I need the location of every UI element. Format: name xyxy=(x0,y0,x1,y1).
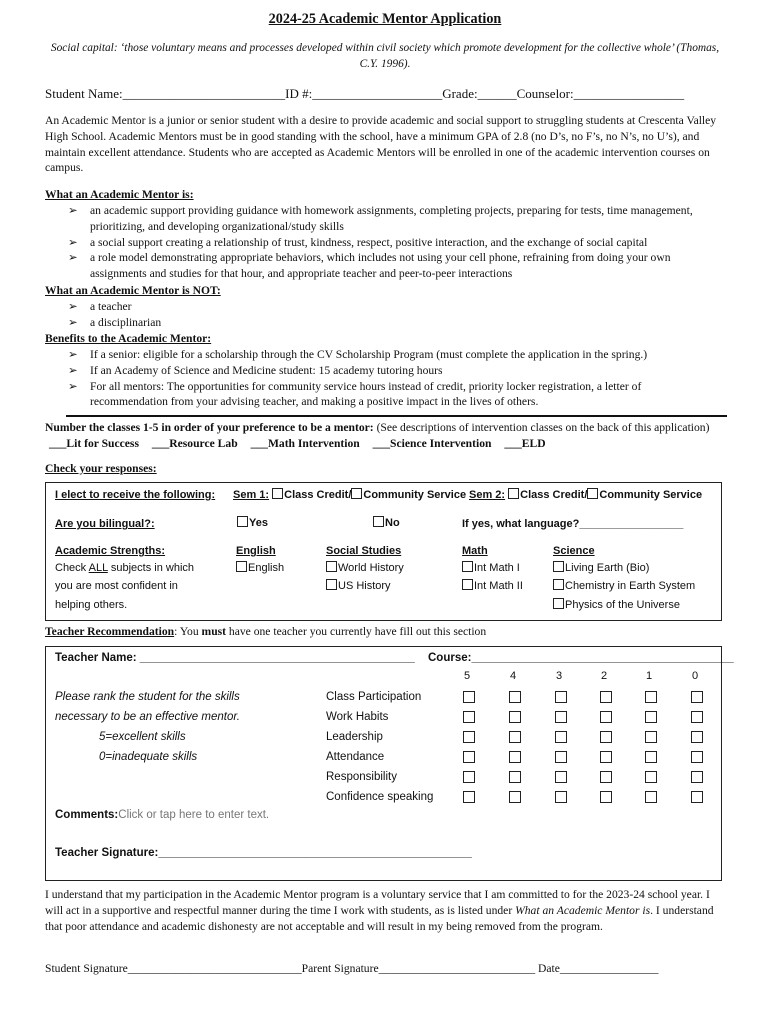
arrow-bullet-icon: ➢ xyxy=(68,315,78,329)
rating-checkbox[interactable] xyxy=(555,711,567,723)
rating-checkbox[interactable] xyxy=(645,751,657,763)
sem2-class-credit-checkbox[interactable] xyxy=(508,488,519,499)
list-item: ➢ a social support creating a relationship of trust, kindness, respect, positive interaction, and the exchange of social capital xyxy=(68,235,648,249)
scale-label: 5 xyxy=(464,670,471,682)
what-is-heading: What an Academic Mentor is: xyxy=(45,188,194,201)
checkbox[interactable] xyxy=(462,579,473,590)
strengths-desc: Check ALL subjects in which xyxy=(55,562,195,574)
rating-checkbox[interactable] xyxy=(463,731,475,743)
skill-label: Attendance xyxy=(326,751,385,763)
checkbox[interactable] xyxy=(553,561,564,572)
arrow-bullet-icon: ➢ xyxy=(68,363,78,377)
number-classes: Number the classes 1-5 in order of your preference to be a mentor: (See descriptions of intervention classes on the back of this application) ___Lit for Success ___Resource Lab ___Math Intervention ___Science Intervention ___ELD xyxy=(45,421,710,450)
scale-label: 2 xyxy=(601,670,608,682)
rating-checkbox[interactable] xyxy=(509,731,521,743)
what-is-list xyxy=(68,203,724,282)
class-option[interactable]: ___ELD xyxy=(504,436,546,450)
rating-checkbox[interactable] xyxy=(645,711,657,723)
list-item: ➢ an academic support providing guidance with homework assignments, completing projects, preparing for tests, time management, prioritizing, and developing organizational/study skills xyxy=(68,204,693,233)
english-option[interactable]: English xyxy=(236,561,284,575)
signature-line[interactable]: Student Signature______________________________Parent Signature___________________________ Date_________________ xyxy=(45,962,659,975)
rating-checkbox[interactable] xyxy=(645,771,657,783)
rating-checkbox[interactable] xyxy=(691,711,703,723)
rating-checkbox[interactable] xyxy=(463,771,475,783)
checkbox[interactable] xyxy=(373,516,384,527)
scale-note: 0=inadequate skills xyxy=(99,751,198,763)
page-title: 2024-25 Academic Mentor Application xyxy=(268,11,502,27)
arrow-bullet-icon: ➢ xyxy=(68,379,78,393)
science-heading: Science xyxy=(553,545,595,557)
sem1-options: Sem 1: Class Credit/ Community Service xyxy=(233,489,467,501)
rating-checkbox[interactable] xyxy=(691,691,703,703)
class-option[interactable]: ___Science Intervention xyxy=(372,436,492,450)
intro-paragraph: An Academic Mentor is a junior or senior student with a desire to provide academic and social support to struggling students at Crescenta Valley High School. Academic Mentors must be in good standing with the school, have a minimum GPA of 2.8 (no D’s, no F’s, no N’s, no U’s), and maintain excellent attendance. Students who are accepted as Academic Mentors will be enrolled in one of the academic intervention courses on campus. xyxy=(45,114,717,175)
math-heading: Math xyxy=(462,545,488,557)
check-responses-heading: Check your responses: xyxy=(45,462,157,475)
rating-checkbox[interactable] xyxy=(463,751,475,763)
checkbox[interactable] xyxy=(462,561,473,572)
rating-checkbox[interactable] xyxy=(691,771,703,783)
rating-checkbox[interactable] xyxy=(600,691,612,703)
teacher-signature-field[interactable]: Teacher Signature:_________________________________________________ xyxy=(55,847,472,859)
skill-label: Work Habits xyxy=(326,711,389,723)
teacher-name-field[interactable]: Teacher Name: ___________________________________________ xyxy=(55,652,415,664)
social-option[interactable]: US History xyxy=(326,579,391,593)
rating-checkbox[interactable] xyxy=(555,691,567,703)
rating-checkbox[interactable] xyxy=(509,751,521,763)
skill-label: Leadership xyxy=(326,731,383,743)
sem2-options: Sem 2: Class Credit/ Community Service xyxy=(469,489,703,501)
arrow-bullet-icon: ➢ xyxy=(68,251,78,265)
rating-checkbox[interactable] xyxy=(645,791,657,803)
social-studies-heading: Social Studies xyxy=(326,545,402,557)
strengths-desc: you are most confident in xyxy=(55,580,178,592)
math-option[interactable]: Int Math I xyxy=(462,561,520,575)
scale-note: 5=excellent skills xyxy=(99,731,186,743)
rating-checkbox[interactable] xyxy=(463,711,475,723)
benefits-list xyxy=(68,347,724,410)
rating-checkbox[interactable] xyxy=(645,731,657,743)
strengths-desc: helping others. xyxy=(55,599,128,611)
scale-label: 1 xyxy=(646,670,653,682)
rating-checkbox[interactable] xyxy=(463,791,475,803)
list-item: ➢ For all mentors: The opportunities for community service hours instead of credit, priority locker registration, a letter of recommendation from your advising teacher, and making a positive impact in the lives of others. xyxy=(68,379,642,409)
language-field[interactable]: If yes, what language?_________________ xyxy=(462,518,684,530)
checkbox[interactable] xyxy=(326,561,337,572)
strengths-label: Academic Strengths: xyxy=(55,545,166,557)
benefits-heading: Benefits to the Academic Mentor: xyxy=(45,332,212,345)
section-divider xyxy=(66,415,727,417)
scale-label: 3 xyxy=(556,670,563,682)
closing-paragraph: I understand that my participation in the Academic Mentor program is a voluntary service that I am committed to for the 2023-24 school year. I will act in a supportive and respectful manner during the time I work with students, as is listed under What an Academic Mentor is. I understand that poor attendance and academic dishonesty are not acceptable and will result in my being removed from the program. xyxy=(45,888,714,933)
sem2-community-service-checkbox[interactable] xyxy=(587,488,598,499)
science-option[interactable]: Chemistry in Earth System xyxy=(553,579,695,593)
checkbox[interactable] xyxy=(237,516,248,527)
bilingual-yes[interactable]: Yes xyxy=(237,516,268,530)
sem1-community-service-checkbox[interactable] xyxy=(351,488,362,499)
bilingual-no[interactable]: No xyxy=(373,516,400,530)
rating-checkbox[interactable] xyxy=(509,791,521,803)
student-info-line[interactable]: Student Name:_________________________ID #:____________________Grade:______Counselor:_________________ xyxy=(45,86,685,101)
rank-instructions: necessary to be an effective mentor. xyxy=(55,711,240,723)
science-option[interactable]: Living Earth (Bio) xyxy=(553,561,649,575)
teacher-rec-heading: Teacher Recommendation xyxy=(45,625,175,638)
rating-checkbox[interactable] xyxy=(509,711,521,723)
checkbox[interactable] xyxy=(236,561,247,572)
rating-checkbox[interactable] xyxy=(555,791,567,803)
rank-instructions: Please rank the student for the skills xyxy=(55,691,240,703)
english-heading: English xyxy=(236,545,276,557)
course-field[interactable]: Course:_________________________________________ xyxy=(428,652,734,664)
skill-label: Confidence speaking xyxy=(326,791,434,803)
class-option[interactable]: ___Resource Lab xyxy=(151,436,238,450)
arrow-bullet-icon: ➢ xyxy=(68,300,78,313)
class-option[interactable]: ___Math Intervention xyxy=(250,436,360,450)
rating-checkbox[interactable] xyxy=(691,751,703,763)
list-item: ➢ If an Academy of Science and Medicine student: 15 academy tutoring hours xyxy=(68,363,443,377)
rating-checkbox[interactable] xyxy=(645,691,657,703)
rating-checkbox[interactable] xyxy=(555,731,567,743)
rating-checkbox[interactable] xyxy=(691,731,703,743)
list-item: ➢ a disciplinarian xyxy=(68,315,162,329)
what-not-list xyxy=(68,299,724,331)
list-item: ➢ a teacher xyxy=(68,300,132,313)
rating-checkbox[interactable] xyxy=(691,791,703,803)
list-item: ➢ a role model demonstrating appropriate behaviors, which includes not using your cell phone, refraining from doing your own assignments and studies for that hour, and appropriate teacher and peer-to-peer interactions xyxy=(68,251,671,281)
arrow-bullet-icon: ➢ xyxy=(68,348,78,361)
list-item: ➢ If a senior: eligible for a scholarship through the CV Scholarship Program (must complete the application in the spring.) xyxy=(68,348,648,361)
teacher-rec-line: Teacher Recommendation: You must have one teacher you currently have fill out this section xyxy=(45,625,487,638)
social-capital-quote: Social capital: ‘those voluntary means and processes developed within civil society which promote development for the collective whole’ (Thomas, C.Y. 1996). xyxy=(50,42,720,70)
science-option[interactable]: Physics of the Universe xyxy=(553,598,680,612)
what-not-heading: What an Academic Mentor is NOT: xyxy=(45,284,221,297)
rating-checkbox[interactable] xyxy=(555,771,567,783)
comments-placeholder[interactable]: Click or tap here to enter text. xyxy=(118,809,270,821)
rating-checkbox[interactable] xyxy=(555,751,567,763)
arrow-bullet-icon: ➢ xyxy=(68,235,78,249)
sem1-class-credit-checkbox[interactable] xyxy=(272,488,283,499)
social-option[interactable]: World History xyxy=(326,561,404,575)
rating-checkbox[interactable] xyxy=(600,731,612,743)
scale-label: 4 xyxy=(510,670,517,682)
arrow-bullet-icon: ➢ xyxy=(68,204,78,217)
rating-checkbox[interactable] xyxy=(600,751,612,763)
checkbox[interactable] xyxy=(326,579,337,590)
checkbox[interactable] xyxy=(553,598,564,609)
bilingual-label: Are you bilingual?: xyxy=(55,518,155,530)
rating-checkbox[interactable] xyxy=(463,691,475,703)
class-option[interactable]: ___Lit for Success xyxy=(49,436,139,450)
rating-checkbox[interactable] xyxy=(600,771,612,783)
math-option[interactable]: Int Math II xyxy=(462,579,523,593)
elect-label: I elect to receive the following: xyxy=(55,489,216,501)
rating-checkbox[interactable] xyxy=(509,771,521,783)
rating-checkbox[interactable] xyxy=(600,711,612,723)
skill-label: Responsibility xyxy=(326,771,397,783)
scale-label: 0 xyxy=(692,670,699,682)
checkbox[interactable] xyxy=(553,579,564,590)
rating-checkbox[interactable] xyxy=(509,691,521,703)
skill-label: Class Participation xyxy=(326,691,422,703)
rating-checkbox[interactable] xyxy=(600,791,612,803)
comments-field[interactable]: Comments:Click or tap here to enter text. xyxy=(55,809,270,821)
